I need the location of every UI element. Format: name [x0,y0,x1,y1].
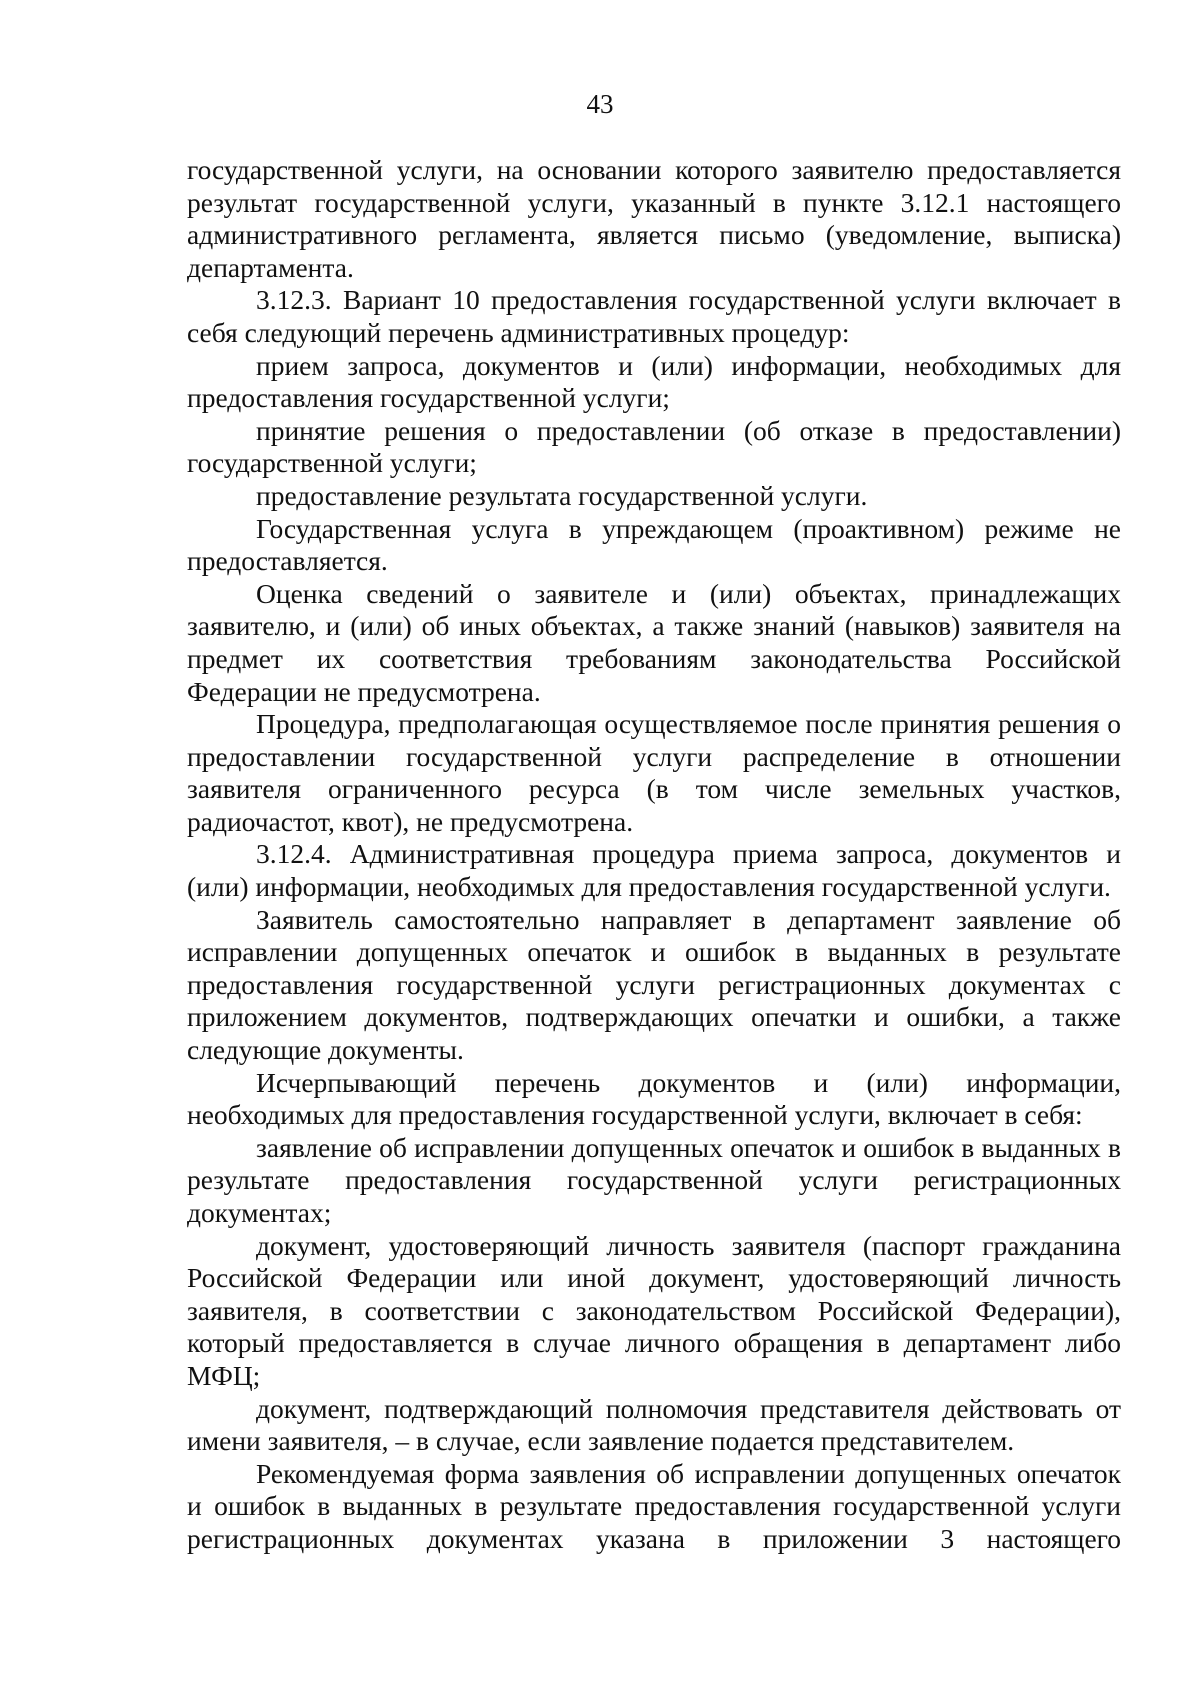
paragraph-assessment: Оценка сведений о заявителе и (или) объектах, принадлежащих заявителю, и (или) об иных объектах, а также знаний (навыков) заявителя на предмет их соответствия требованиям законодательства Российской Федерации не предусмотрена. [187,577,1121,707]
paragraph-applicant-submits: Заявитель самостоятельно направляет в департамент заявление об исправлении допущенных опечаток и ошибок в выданных в результате предоставления государственной услуги регистрационных документах с приложением документов, подтверждающих опечатки и ошибки, а также следующие документы. [187,903,1121,1066]
list-item-identity-document: документ, удостоверяющий личность заявителя (паспорт гражданина Российской Федерации или иной документ, удостоверяющий личность заявителя, в соответствии с законодательством Российской Федерации), который предоставляется в случае личного обращения в департамент либо МФЦ; [187,1229,1121,1391]
list-item-procedure-decision: принятие решения о предоставлении (об отказе в предоставлении) государственной услуги; [187,414,1121,479]
paragraph-continuation: государственной услуги, на основании которого заявителю предоставляется результат государственной услуги, указанный в пункте 3.12.1 настоящего административного регламента, является письмо (уведомление, выписка) департамента. [187,154,1121,283]
list-item-correction-request: заявление об исправлении допущенных опечаток и ошибок в выданных в результате предоставления государственной услуги регистрационных документах; [187,1131,1121,1228]
list-item-procedure-intake: прием запроса, документов и (или) информации, необходимых для предоставления государственной услуги; [187,349,1121,414]
paragraph-proactive-mode: Государственная услуга в упреждающем (проактивном) режиме не предоставляется. [187,512,1121,577]
paragraph-recommended-form: Рекомендуемая форма заявления об исправлении допущенных опечаток и ошибок в выданных в результате предоставления государственной услуги регистрационных документах указана в приложении 3 настоящего [187,1457,1121,1554]
paragraph-section-3-12-3: 3.12.3. Вариант 10 предоставления государственной услуги включает в себя следующий перечень административных процедур: [187,284,1121,348]
paragraph-document-list-intro: Исчерпывающий перечень документов и (или) информации, необходимых для предоставления государственной услуги, включает в себя: [187,1066,1121,1131]
list-item-representative-authority: документ, подтверждающий полномочия представителя действовать от имени заявителя, – в случае, если заявление подается представителем. [187,1392,1121,1457]
page-number: 43 [586,89,614,119]
document-body [187,154,1121,1556]
paragraph-section-3-12-4: 3.12.4. Административная процедура приема запроса, документов и (или) информации, необходимых для предоставления государственной услуги. [187,838,1121,903]
list-item-procedure-result: предоставление результата государственной услуги. [256,479,868,511]
paragraph-resource-allocation: Процедура, предполагающая осуществляемое после принятия решения о предоставлении государственной услуги распределение в отношении заявителя ограниченного ресурса (в том числе земельных участков, радиочастот, квот), не предусмотрена. [187,708,1121,837]
